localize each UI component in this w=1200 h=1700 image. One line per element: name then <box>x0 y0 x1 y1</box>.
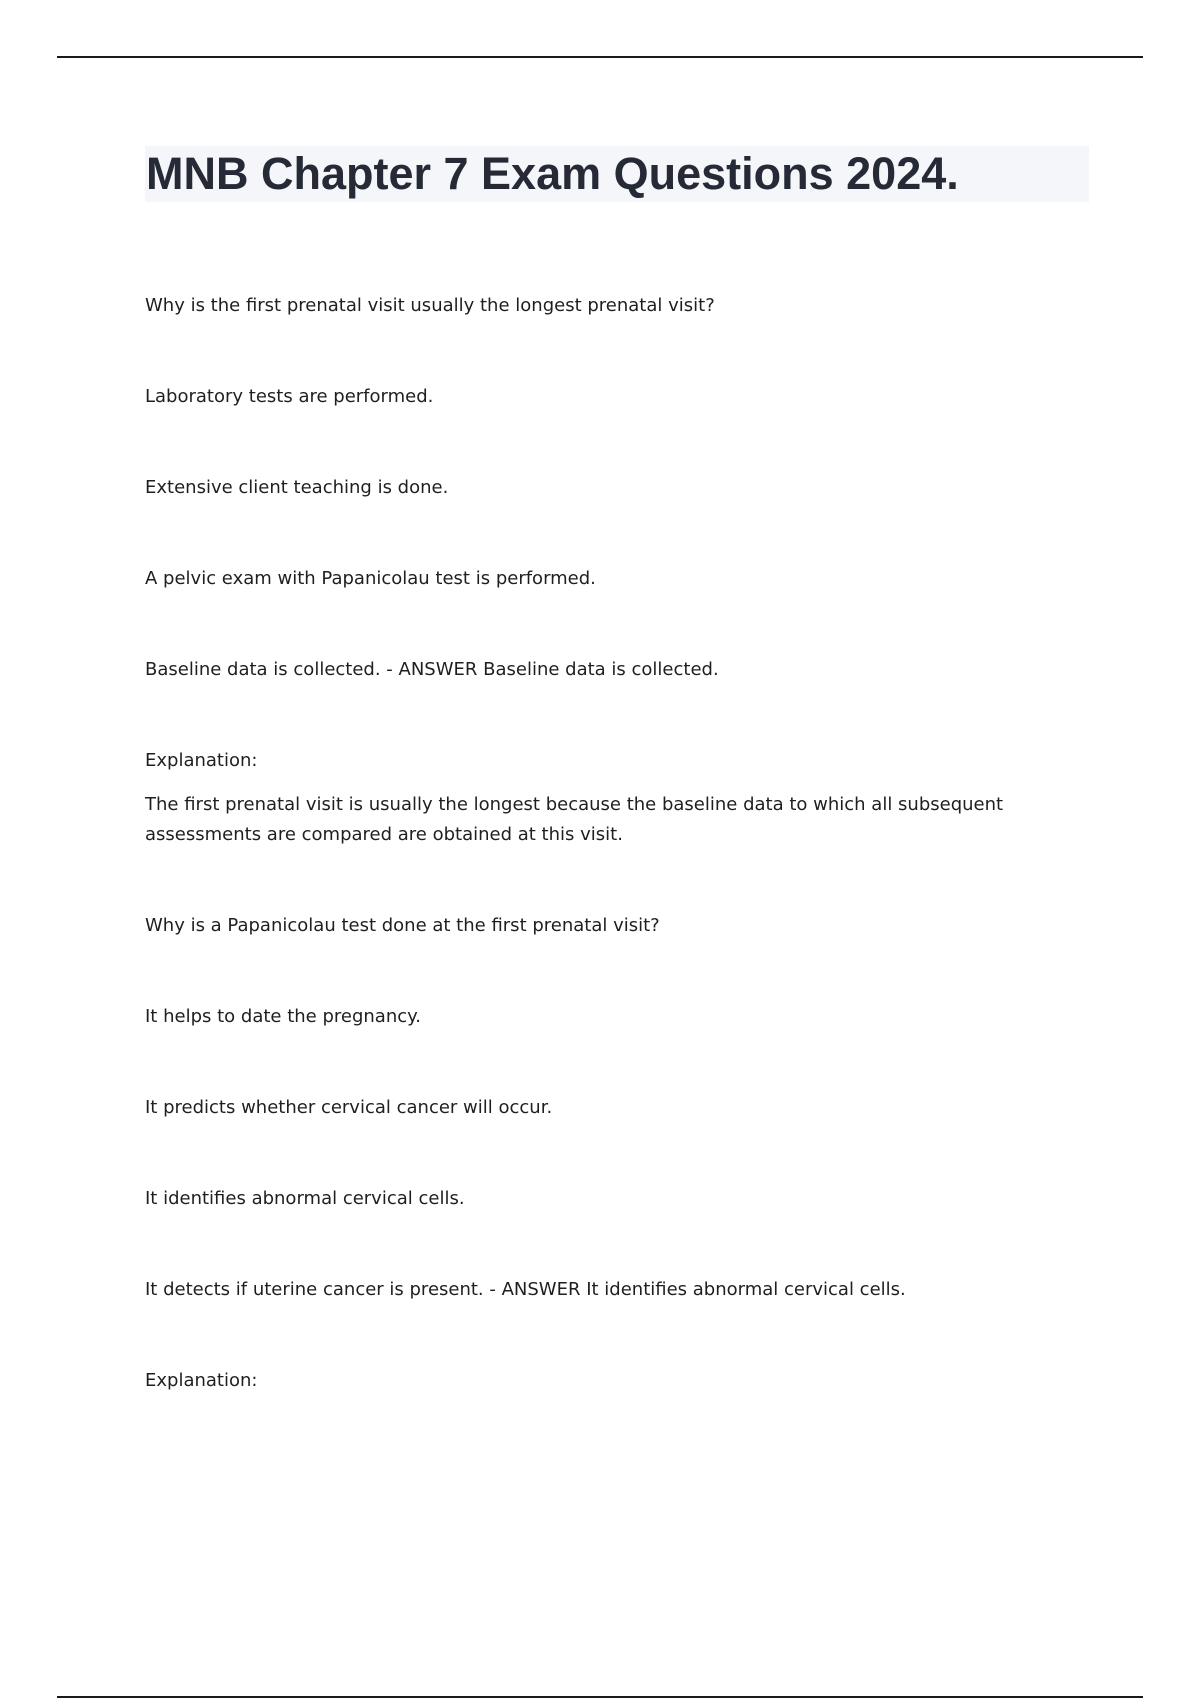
option-1b: Extensive client teaching is done. <box>145 477 449 498</box>
option-1d-answer: Baseline data is collected. - ANSWER Baseline data is collected. <box>145 659 719 680</box>
top-rule <box>57 56 1143 58</box>
option-1c: A pelvic exam with Papanicolau test is performed. <box>145 568 596 589</box>
bottom-rule <box>57 1696 1143 1698</box>
question-2: Why is a Papanicolau test done at the first prenatal visit? <box>145 915 660 936</box>
question-1: Why is the first prenatal visit usually the longest prenatal visit? <box>145 295 715 316</box>
option-2c: It identifies abnormal cervical cells. <box>145 1188 465 1209</box>
explanation-text-1: The first prenatal visit is usually the longest because the baseline data to which all subsequent assessments are compared are obtained at this visit. <box>145 794 1004 845</box>
option-2d-answer: It detects if uterine cancer is present. - ANSWER It identifies abnormal cervical cells. <box>145 1279 906 1300</box>
option-2a: It helps to date the pregnancy. <box>145 1006 421 1027</box>
explanation-label-2: Explanation: <box>145 1370 258 1391</box>
option-1a: Laboratory tests are performed. <box>145 386 434 407</box>
explanation-label-1: Explanation: <box>145 750 258 771</box>
option-2b: It predicts whether cervical cancer will occur. <box>145 1097 553 1118</box>
page-title: MNB Chapter 7 Exam Questions 2024. <box>146 148 959 199</box>
